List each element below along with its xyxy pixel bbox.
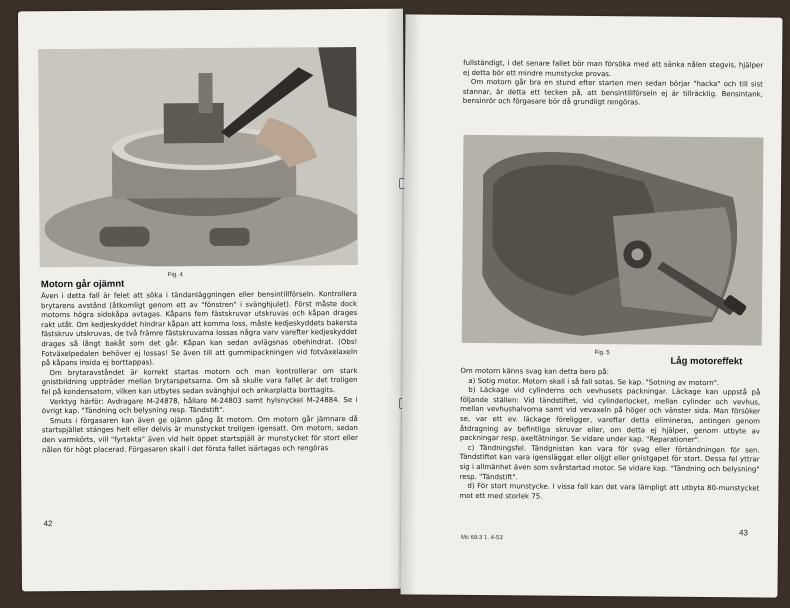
footer-code: Mc 69:3 1. 4-53 xyxy=(460,534,503,542)
paragraph: c) Tändningsfel. Tändgnistan kan vara för svag eller förtändningen för sen. Tändstiftet kan vara igensläggat eller olijgt eller gnistgapet för stort. Dessa fel yttrar sig i allmänhet även som svårstartad motor. Se vidare kap. "Tändning och belysning" resp. "Tändstift". xyxy=(459,443,760,481)
paragraph: Smuts i förgasaren kan även ge ojämn gång åt motorn. Om motorn går jämnare då startspjället stänges helt eller delvis är munstycket troligen igensatt. Om motorn, sedan den varmkörts, vill "fyrtakta" även vid helt öppet startspjäll är munstycket för stort eller nålen för högt placerad. Förgasaren skall i det första fallet isärtagas och rengöras xyxy=(41,414,358,454)
paragraph: Om motorn går bra en stund efter starten men sedan börjar "hacka" och till sist stannar, är detta ett tecken på, att bensintillförseln ej är tillräcklig. Bensintank, bensinrör och förgasare bör då grundligt rengöras. xyxy=(462,78,763,107)
right-body-text xyxy=(459,367,760,504)
paragraph: Även i detta fall är felet att söka i tändanläggningen eller bensintillförseln. Kontrollera brytarens avstånd (åtkomligt genom ett av "fönstren" i svänghjulet). Först måste dock motorns högra sidokåpa avtagas. Kåpans fem fästskruvar utskruvas och kåpan drages rakt utåt. Om kedjeskyddet hindrar kåpan att komma loss, måste kedjeskyddets bakersta fästskruv utskruvas, de två främre fästskruvarna lossas några varv varefter kedjeskyddet drages så långt bakåt som det går. Kåpan kan sedan avlägsnas obehindrat. (Obs! Fotväxelpedalen behöver ej lossas! Se även till att gummipackningen vid fotväxelaxeln på kåpans insida ej borttappas). xyxy=(40,289,358,368)
right-top-text xyxy=(463,59,763,110)
paragraph: Om brytaravståndet är korrekt startas motorn och man kontrollerar om stark gnistbildning uppträder mellan brytarspetsarna. Om så skulle vara fallet är det troligen fel på kondensatorn, vilken kan utbytes sedan svänghjul och ankarplatta borttagits. xyxy=(41,366,358,397)
left-page xyxy=(18,9,407,592)
paragraph: Om motorn känns svag kan detta bero på: xyxy=(460,366,609,377)
section-heading-motorn-gar-ojamnt: Motorn går ojämnt xyxy=(40,278,125,291)
paragraph: Verktyg härför: Avdragare M-24878, hållare M-24803 samt hylsnyckel M-24884. Se i övrigt kap. "Tändning och belysning resp. Tändstift". xyxy=(41,395,358,416)
section-heading-lag-motoreffekt: Låg motoreffekt xyxy=(670,355,743,368)
book-spread xyxy=(12,6,782,602)
page-number-left: 42 xyxy=(43,519,53,529)
page-number-right: 43 xyxy=(738,528,748,538)
figure-5-photo xyxy=(462,135,764,346)
paragraph: b) Läckage vid cylinderns och vevhusets packningar. Läckage kan uppstå på följande ställen: Vid tändstiftet, vid cylinderlocket, mellan cylinder och vevhus, mellan vevhushalvorna samt vid vevaxeln på höger och vänster sida. Man försöker se, var ett ev. läckage föreligger, varefter detta elimineras, antingen genom åtdragning av befintliga skruvar eller, om detta ej hjälper, genom utbyte av packningar resp. axeltätningar. Se vidare under kap. "Reparationer". xyxy=(459,386,761,445)
paragraph: a) Sotig motor. Motorn skall i så fall sotas. Se kap. "Sotning av motorn". xyxy=(468,376,720,387)
left-body-text xyxy=(41,290,358,455)
paragraph: d) För stort munstycke. I vissa fall kan det vara lämpligt att utbyta 80-munstycket mot ett med storlek 75. xyxy=(459,482,760,501)
paragraph: fullständigt, i det senare fallet bör man försöka med att sänka nålen stegvis, hjälper ej detta bör ett mindre munstycke provas. xyxy=(462,58,764,78)
gutter-shadow xyxy=(400,14,421,594)
right-page xyxy=(400,14,782,597)
figure-4-caption: Fig. 4 xyxy=(167,272,183,279)
figure-4-photo xyxy=(38,47,358,267)
figure-5-caption: Fig. 5 xyxy=(594,350,610,357)
